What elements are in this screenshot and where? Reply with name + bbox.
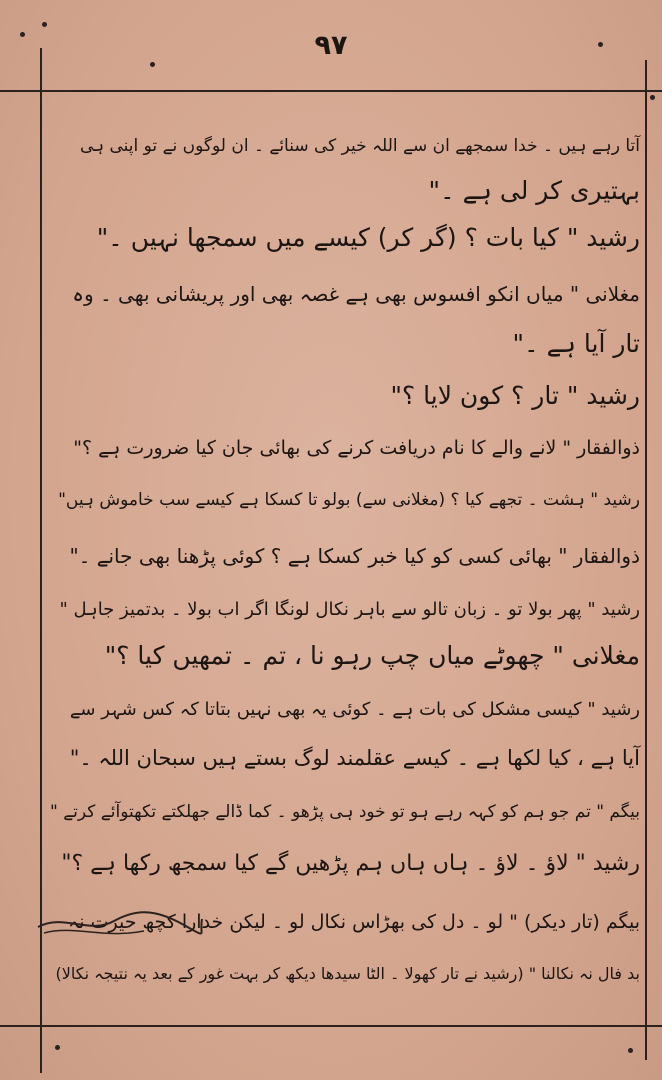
text-line: آیا ہے ، کیا لکھا ہے ۔ کیسے عقلمند لوگ بستے ہیں سبحان اللہ ۔" [69,746,640,770]
text-line: رشید " کیسی مشکل کی بات ہے ۔ کوئی یہ بھی نہیں بتاتا کہ کس شہر سے [69,699,640,720]
text-line: رشید " تار ؟ کون لایا ؟" [390,381,640,410]
right-margin-line [645,60,647,1060]
ink-speck [628,1048,633,1053]
text-line: مغلانی " میاں انکو افسوس بھی ہے غصہ بھی اور پریشانی بھی ۔ وہ [72,282,640,306]
ink-speck [650,95,655,100]
text-line: ذوالفقار " بھائی کسی کو کیا خبر کسکا ہے ؟ کوئی پڑھنا بھی جانے ۔" [69,544,640,568]
text-line: ذوالفقار " لانے والے کا نام دریافت کرنے کی بھائی جان کیا ضرورت ہے ؟" [73,437,640,459]
bottom-border-line [0,1025,662,1027]
text-line: تار آیا ہے ۔" [512,329,640,358]
top-border-line [0,90,662,92]
page-number: ۹۷ [314,30,348,61]
ink-speck [598,42,603,47]
text-line: رشید " کیا بات ؟ (گر کر) کیسے میں سمجھا نہیں ۔" [96,223,640,252]
text-line: بیگم (تار دیکر) " لو ۔ دل کی بھڑاس نکال لو ۔ لیکن خدارا کچھ حیرت نہ [68,911,640,933]
text-line: رشید " پھر بولا تو ۔ زبان تالو سے باہر نکال لونگا اگر اب بولا ۔ بدتمیز جاہل " [59,599,640,620]
text-line: رشید " لاؤ ۔ لاؤ ۔ ہاں ہاں ہم پڑھیں گے کیا سمجھ رکھا ہے ؟" [61,851,640,876]
ink-speck [20,32,25,37]
text-line: بیگم " تم جو ہم کو کہہ رہے ہو تو خود ہی پڑھو ۔ کما ڈالے جھلکتے تکھتوآئے کرتے " [49,802,640,822]
text-line: بہتیری کر لی ہے ۔" [428,176,640,205]
ink-speck [42,22,47,27]
ink-speck [55,1045,60,1050]
text-line: بد فال نہ نکالنا " (رشید نے تار کھولا ۔ الٹا سیدھا دیکھ کر بہت غور کے بعد یہ نتیجہ نکالا) [55,964,640,983]
text-line: آتا رہے ہیں ۔ خدا سمجھے ان سے اللہ خیر کی سنائے ۔ ان لوگوں نے تو اپنی ہی [79,136,640,156]
ink-speck [150,62,155,67]
text-line: رشید " ہشت ۔ تجھے کیا ؟ (مغلانی سے) بولو تا کسکا ہے کیسے سب خاموش ہیں" [58,490,640,510]
text-line: مغلانی " چھوٹے میاں چپ رہو نا ، تم ۔ تمھیں کیا ؟" [104,641,640,670]
handwritten-scribble [34,905,204,941]
